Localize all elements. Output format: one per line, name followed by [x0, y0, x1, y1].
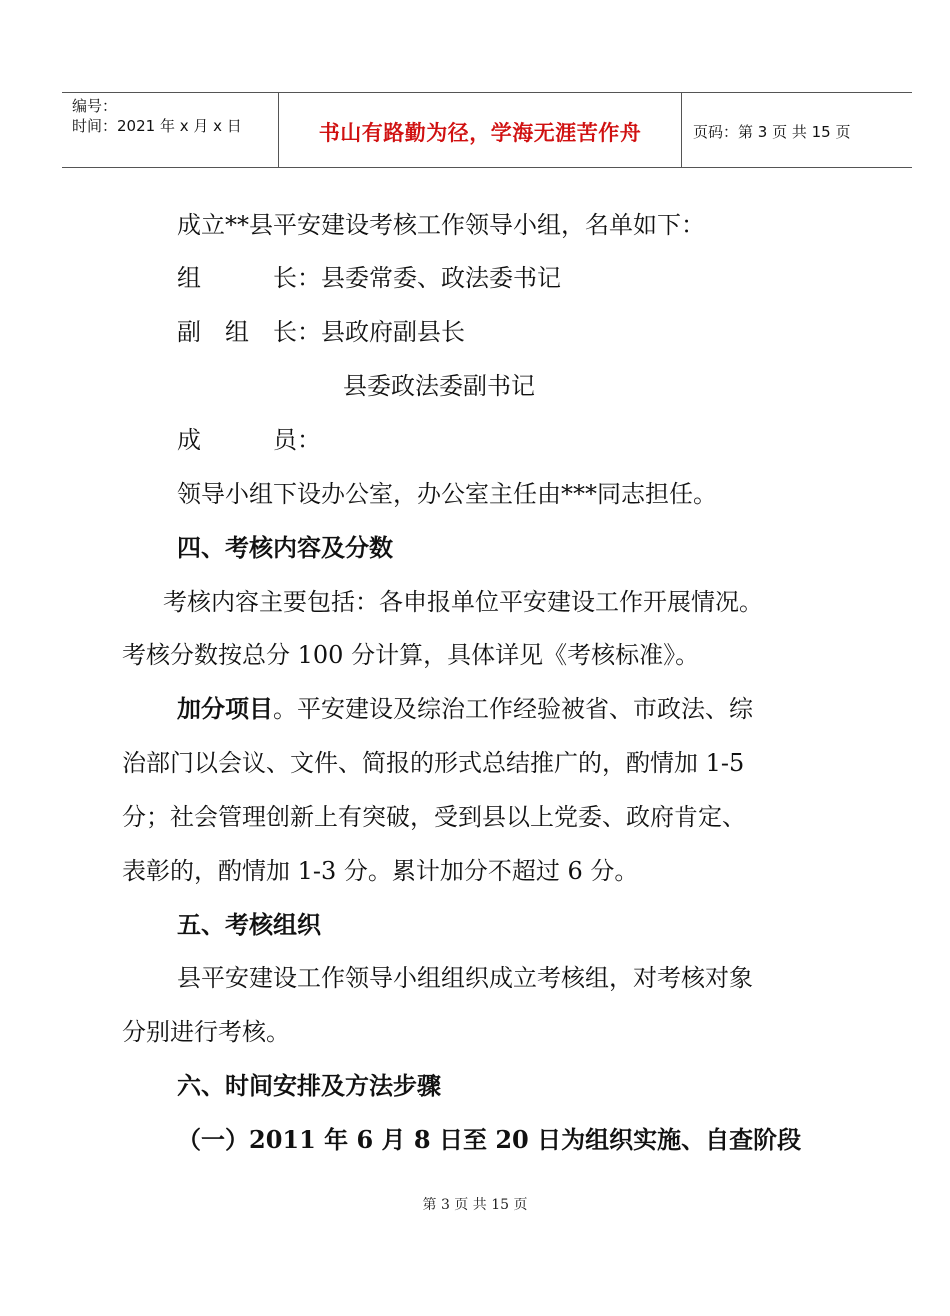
header-motto-cell [278, 93, 682, 167]
leader-line: 组 长：县委常委、政法委书记 [177, 264, 561, 292]
header-page-cell [681, 93, 912, 167]
number-label: 编号： [72, 97, 118, 115]
motto: 书山有路勤为径，学海无涯苦作舟 [318, 121, 642, 145]
time-label: 时间：2021 年 x 月 x 日 [72, 117, 242, 135]
bonus-line-3: 分；社会管理创新上有突破，受到县以上党委、政府肯定、 [122, 803, 746, 831]
office-line: 领导小组下设办公室，办公室主任由***同志担任。 [177, 480, 717, 508]
organization-line-2: 分别进行考核。 [122, 1018, 290, 1046]
paragraph-group-intro: 成立**县平安建设考核工作领导小组，名单如下： [177, 211, 705, 239]
page-footer: 第 3 页 共 15 页 [422, 1197, 528, 1213]
page-label: 页码：第 3 页 共 15 页 [693, 123, 851, 141]
section-heading-6: 六、时间安排及方法步骤 [177, 1072, 441, 1100]
score-line: 考核分数按总分 100 分计算，具体详见《考核标准》。 [122, 641, 700, 669]
bonus-text: 。平安建设及综治工作经验被省、市政法、综 [273, 695, 753, 723]
bonus-line-1 [177, 694, 753, 724]
header-meta-cell [62, 93, 278, 167]
members-line: 成 员： [177, 426, 321, 454]
section-heading-5: 五、考核组织 [177, 911, 321, 939]
deputy-leader-line: 副 组 长：县政府副县长 [177, 318, 465, 346]
organization-line-1: 县平安建设工作领导小组组织成立考核组，对考核对象 [177, 964, 753, 992]
bonus-label: 加分项目 [177, 695, 273, 723]
bonus-line-4: 表彰的，酌情加 1-3 分。累计加分不超过 6 分。 [122, 857, 639, 885]
bonus-line-2: 治部门以会议、文件、简报的形式总结推广的，酌情加 1-5 [122, 749, 745, 777]
subsection-heading-1: （一）2011 年 6 月 8 日至 20 日为组织实施、自查阶段 [177, 1125, 802, 1154]
document-header [62, 92, 912, 168]
deputy-leader-line-2: 县委政法委副书记 [343, 372, 535, 400]
section-heading-4: 四、考核内容及分数 [177, 534, 393, 562]
content-line: 考核内容主要包括：各申报单位平安建设工作开展情况。 [163, 588, 763, 616]
